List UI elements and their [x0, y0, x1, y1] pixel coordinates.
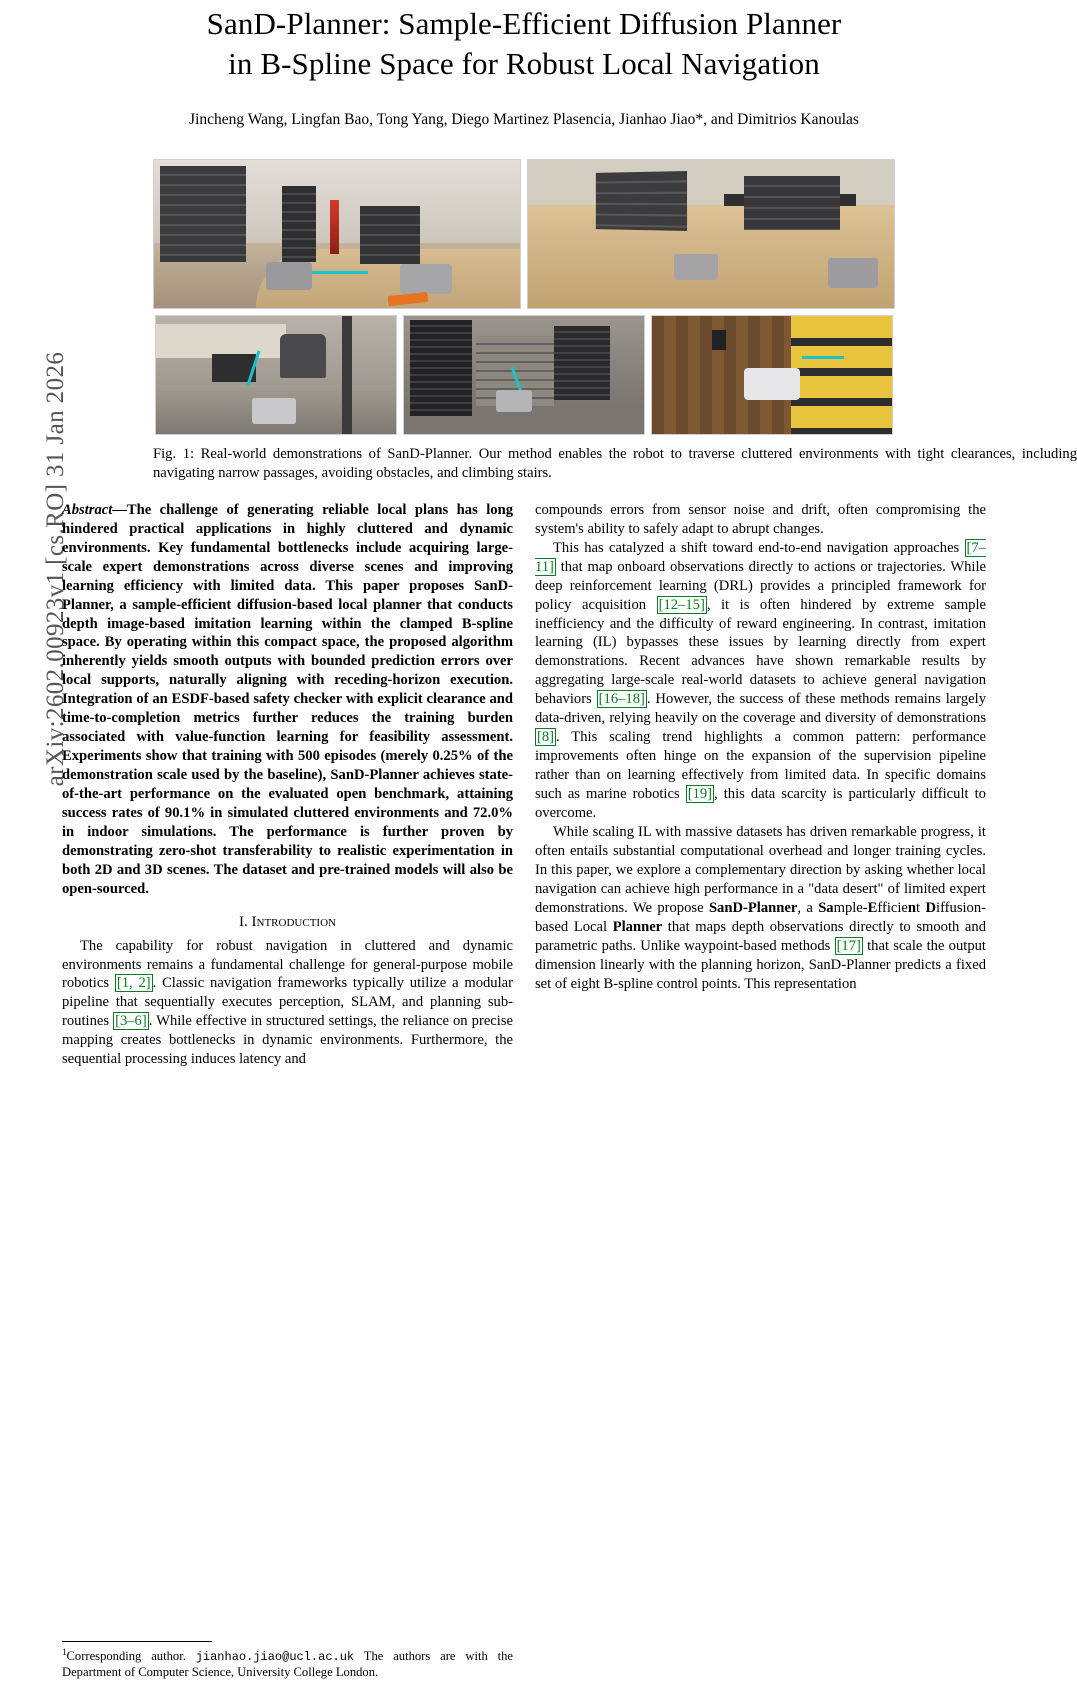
abstract-lead-label: Abstract — [62, 501, 113, 518]
right-p2-part-b: that map onboard observations directly to actions or trajectories. While deep reinforcement learning (DRL) provides a principled framework for policy acquisition — [535, 558, 986, 613]
right-p2-part-a: This has catalyzed a shift toward end-to-end navigation approaches — [553, 539, 965, 556]
title-line-1: SanD-Planner: Sample-Efficient Diffusion Planner — [206, 6, 842, 41]
citation-3-6[interactable]: [3–6] — [115, 1013, 147, 1030]
panel-block-left — [596, 171, 687, 231]
figure-1 — [153, 159, 1077, 482]
figure-panel-office-narrow-passage — [155, 315, 397, 435]
acronym-n: n — [907, 900, 917, 917]
panel-robot-a — [266, 262, 312, 290]
right-p3-part-b4: mple- — [833, 900, 868, 917]
figure-caption: Fig. 1: Real-world demonstrations of SanD-Planner. Our method enables the robot to traverse cluttered environments with tight clearances, including navigating narrow passages, avoiding obstacles, and climbing stairs. — [153, 446, 1077, 482]
acronym-sa: Sa — [818, 900, 834, 917]
right-p3-part-b8: t — [916, 900, 926, 917]
citation-17[interactable]: [17] — [836, 937, 861, 954]
citation-1-2[interactable]: [1, 2] — [116, 975, 151, 992]
left-column — [62, 501, 513, 1681]
acronym-d: D — [925, 900, 937, 917]
corresponding-author-email[interactable]: jianhao.jiao@ucl.ac.uk — [195, 1649, 355, 1664]
footnote-part-a: Corresponding author. — [66, 1648, 196, 1663]
footnote-marker: 1 — [62, 1646, 67, 1657]
right-p3-part-a: While scaling IL with massive datasets has driven remarkable progress, it often entails substantial computational overhead and longer training cycles. In this paper, we explore a complementary direction by asking whether local navigation can achieve high performance in a "data desert" of limited expert demonstrations. We propose — [535, 824, 986, 917]
panel-block-stack-middle — [282, 186, 316, 262]
panel-wall-device — [712, 330, 726, 350]
abstract-block — [62, 501, 513, 899]
panel-robot-a — [674, 254, 718, 280]
citation-8[interactable]: [8] — [537, 729, 555, 746]
figure-row-bottom — [153, 315, 895, 435]
footnote-block — [62, 1633, 513, 1681]
author-list: Jincheng Wang, Lingfan Bao, Tong Yang, Diego Martinez Plasencia, Jianhao Jiao*, and Dimitrios Kanoulas — [189, 111, 859, 129]
panel-robot-a — [496, 390, 532, 412]
abstract-dash: — — [112, 501, 127, 518]
panel-block-right — [744, 176, 840, 230]
panel-server-rack-right — [554, 326, 610, 400]
right-column — [535, 501, 986, 1681]
right-p2-part-c: , it is often hindered by extreme sample inefficiency and the difficulty of reward engineering. In contrast, imitation learning (IL) bypasses these issues by learning directly from expert demonstrations. Recent advances have shown remarkable results by aggregating large-scale real-world datasets to achieve general navigation behaviors — [535, 596, 986, 708]
panel-block-stack-left — [160, 166, 246, 262]
citation-19[interactable]: [19] — [687, 786, 713, 803]
right-p3-part-b2: , a — [797, 900, 819, 917]
two-column-body — [62, 501, 986, 1681]
figure-panel-indoor-lab-obstacles — [153, 159, 521, 309]
figure-panel-sand-pit-block-structure — [527, 159, 895, 309]
panel-block-stack-right — [360, 206, 420, 264]
citation-12-15[interactable]: [12–15] — [658, 596, 705, 613]
right-p3-part-b10: iffusion-based Local — [535, 900, 987, 935]
section-heading-introduction: I. Introduction — [239, 914, 336, 931]
citation-7-11[interactable]: [7–11] — [535, 539, 986, 575]
panel-robot-a — [252, 398, 296, 424]
right-p3-part-d: that scale the output dimension linearly with the planning horizon, SanD-Planner predicts a fixed set of eight B-spline control points. This representation — [535, 937, 986, 992]
citation-16-18[interactable]: [16–18] — [598, 691, 645, 708]
panel-robot-b — [400, 264, 452, 294]
panel-server-rack-left — [410, 320, 472, 416]
footnote-text — [62, 1647, 513, 1681]
panel-path-arrow-icon — [304, 271, 368, 274]
panel-robot-b — [828, 258, 878, 288]
intro-p1-part-c: . While effective in structured settings, the reliance on precise mapping creates bottlenecks in dynamic environments. Furthermore, the sequential processing induces latency and — [62, 1013, 513, 1068]
intro-p1-part-b: . Classic navigation frameworks typically utilize a modular pipeline that sequentially executes perception, SLAM, and planning sub-routines — [62, 975, 513, 1030]
panel-robot-a — [744, 368, 800, 400]
acronym-planner: Planner — [612, 919, 663, 935]
abstract-text: The challenge of generating reliable local plans has long hindered practical applications in highly cluttered and dynamic environments. Key fundamental bottlenecks include acquiring large-scale expert demonstrations across diverse scenes and improving learning efficiency with limited data. This paper proposes SanD-Planner, a sample-efficient diffusion-based local planner that conducts depth image-based imitation learning within the clamped B-spline space. By operating within this compact space, the proposed algorithm inherently yields smooth outputs with bounded prediction errors over local supports, naturally aligning with receding-horizon execution. Integration of an ESDF-based safety checker with explicit clearance and time-to-completion metrics further reduces the training burden associated with value-function learning for feasibility assessment. Experiments show that training with 500 episodes (merely 0.25% of the demonstration scale used by the baseline), SanD-Planner achieves state-of-the-art performance on the evaluated open benchmark, attaining success rates of 90.1% in simulated cluttered environments and 72.0% in indoor simulations. The performance is further proven by demonstrating zero-shot transferability to realistic experimentation in both 2D and 3D scenes. The dataset and pre-trained models will also be open-sourced. — [62, 501, 513, 898]
figure-panel-corridor-yellow-wall — [651, 315, 893, 435]
title-line-2: in B-Spline Space for Robust Local Navigation — [228, 45, 820, 81]
panel-desk — [156, 324, 286, 358]
arxiv-stamp: arXiv:2602.00923v1 [cs.RO] 31 Jan 2026 — [42, 351, 69, 787]
right-p2-part-f: , this data scarcity is particularly difficult to overcome. — [535, 786, 986, 822]
acronym-e: E — [867, 900, 878, 917]
panel-yellow-wall — [791, 316, 892, 434]
panel-chair — [280, 334, 326, 378]
right-paragraph-1: compounds errors from sensor noise and drift, often compromising the system's ability to safely adapt to abrupt changes. — [535, 501, 986, 537]
page-title — [62, 0, 986, 83]
right-p2-part-e: . This scaling trend highlights a common pattern: performance improvements often hinge on the expansion of the supervision pipeline rather than on learning effectively from limited data. In specific domains such as marine robotics — [535, 729, 986, 803]
right-p3-part-b6: fficie — [877, 900, 908, 917]
panel-pole — [342, 316, 352, 434]
right-paragraph-3 — [535, 823, 986, 994]
intro-paragraph-1 — [62, 937, 513, 1070]
right-p2-part-d: . However, the success of these methods remains largely data-driven, relying heavily on the coverage and diversity of demonstrations — [535, 691, 987, 727]
figure-panel-server-room-stairs — [403, 315, 645, 435]
paper-content — [62, 0, 1077, 1679]
footnote-part-b: The authors are with the Department of Computer Science, University College London. — [62, 1648, 513, 1679]
right-paragraph-2 — [535, 539, 986, 824]
footnote-rule — [62, 1641, 212, 1642]
right-p3-part-c: that maps depth observations directly to smooth and parametric paths. Unlike waypoint-based methods — [535, 919, 986, 954]
panel-red-post — [330, 200, 339, 254]
panel-path-arrow-icon — [802, 356, 844, 359]
term-sand-planner: SanD-Planner — [708, 900, 798, 917]
intro-p1-part-a: The capability for robust navigation in cluttered and dynamic environments remains a fundamental challenge for general-purpose mobile robotics — [62, 937, 513, 992]
figure-row-top — [153, 159, 895, 309]
